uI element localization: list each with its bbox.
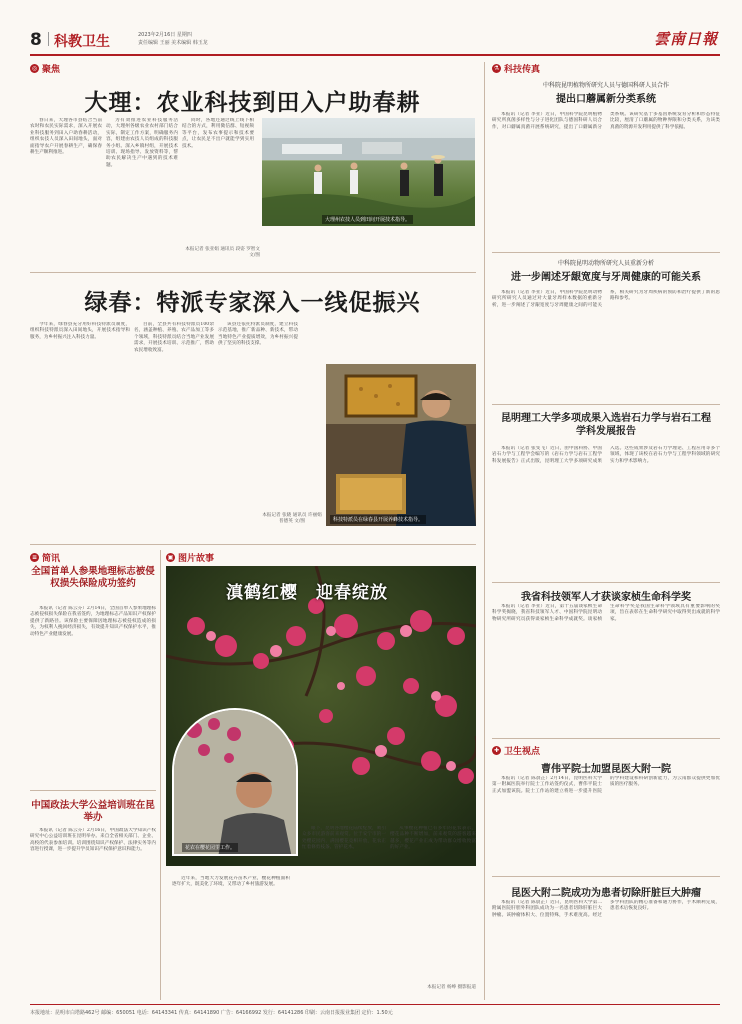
story2-headline: 绿春：特派专家深入一线促振兴 <box>84 290 421 316</box>
story1-byline: 本报记者 张亚娟 通讯员 段姿 罗智文 文/图 <box>185 247 260 258</box>
story1-body-col3: 同时，各地还通过线上线下相结合的方式，利用微信群、短视频等平台，发布农事提示和技术要点，让农民足不出户就能学到实用技术。 <box>182 118 254 149</box>
story2-body-col1: 今年来，绿春县充分用好科技特派员制度，组织科技特派员深入田间地头，开展技术指导和服务，为乡村振兴注入科技力量。 <box>30 322 130 340</box>
sci-tag: ⚗ 科技传真 <box>493 65 541 75</box>
brief2-headline: 中国政法大学公益培训班在昆举办 <box>31 800 155 823</box>
beekeeper-illustration <box>326 364 476 526</box>
main-column-rule <box>484 62 485 1000</box>
focus-tag: ◎ 聚焦 <box>31 65 61 75</box>
brief-icon: ≡ <box>31 554 38 561</box>
story2-photo-caption: 科技特派员在绿春县开展养蜂技术指导。 <box>330 515 426 524</box>
medical-cross-icon: ✚ <box>493 747 500 754</box>
focus-divider <box>30 272 476 273</box>
sci4-body: 本报讯（记者 李亚）近日，第十五届谈家桢生命科学奖揭晓，我省科技领军人才、中国科学院昆明动物研究所研究员获得谈家桢生命科学成就奖。谈家桢生命科学奖是我国生命科学领域具有重要影响的奖项，旨在表彰在生命科学研究中取得突出成就的科学家。 <box>492 604 720 622</box>
sci1-body: 本报讯（记者 李亚）近日，中国科学院昆明植物研究所真菌多样性与分子进化团队与德国科研人员合作，对口蘑属真菌开展系统研究，提出了口蘑属新分类系统。该研究基于多基因系统发育分析和形态特征比较，厘清了口蘑属的物种界限和分类关系，为该类真菌的资源开发利用提供了科学依据。 <box>492 112 720 130</box>
photo-story-body-col1: 眼下，昆明各地樱花陆续绽放，吸引众多市民游客前来观赏。位于安宁市的一处樱花园内，满园樱花竞相开放，花农正忙着修剪枝条、管护花木。 <box>302 826 386 851</box>
sci3-divider <box>492 582 720 583</box>
story2-photo <box>326 364 476 526</box>
story1-headline: 大理：农业科技到田入户助春耕 <box>84 90 421 116</box>
health1-body: 本报讯（记者 陈晨芷）2月14日，昆明医科大学第一附属医院举行院士工作站签约仪式，曹伟平院士正式加盟该院。院士工作站的建立将进一步提升医院的学科建设和科研创新能力，为云南群众提供更加优质的医疗服务。 <box>492 776 720 794</box>
story2-body-col2: 目前，全县共有科技特派员100余名，涵盖种植、养殖、农产品加工等多个领域，科技特派员结合当地产业发展需求，开展技术培训、示范推广，帮助农民增收致富。 <box>134 322 214 353</box>
story2-byline: 本报记者 张晓 通讯员 许丽娟 普德英 文/图 <box>262 513 322 524</box>
photo-story-body-col2: 从事樱花种植已有多年的花农表示，樱花品种不断增加，前来观赏的游客越来越多，樱花产业正成为带动群众增收致富的好产业。 <box>390 826 476 851</box>
footer-line: 本报地址：昆明市白塔路462号 邮编：650051 电话：64143341 传真：64141890 广告：64166992 发行：64141286 印刷：云南日报报业集团 定价：1.50元 <box>30 1010 393 1016</box>
sci2-divider <box>492 404 720 405</box>
page-number: 8 <box>30 30 42 50</box>
masthead-logo: 雲南日報 <box>653 30 718 48</box>
camera-icon: ▣ <box>167 554 174 561</box>
story2-body-col3: 该县还依托特派员制度，建立科技示范基地，推广新品种、新技术，带动当地特色产业提质增效，为乡村振兴提供了坚实的科技支撑。 <box>218 322 298 347</box>
header-rule <box>30 54 720 56</box>
page-header <box>30 28 720 52</box>
story1-body-col1: 春日来，大理各市县结合当前农时和农民实际需求，深入开展农业科技服务到田入户助春耕活动，组织农技人员深入田间地头，面对面指导农户开展春耕生产，确保春耕生产顺利推进。 <box>30 118 102 156</box>
sci3-body: 本报讯（记者 张雯飞）近日，由中国科协、中国岩石力学与工程学会编写的《岩石力学与岩石工程学科发展报告》正式出版，昆明理工大学多项研究成果入选。这些成果涉及岩石力学理论、工程应用等多个领域，体现了该校在岩石力学与工程学科领域的研究实力和学术影响力。 <box>492 446 720 464</box>
brief1-body: 本报讯（记者 陈云芬）2月14日，全国首单人参果地理标志被侵权损失保险在我省签约，为地理标志产品知识产权保护提供了新路径。该保险主要保障因地理标志被侵权造成的损失，为权利人挽回经济损失，有效提升知识产权保护水平，推动特色产业健康发展。 <box>30 606 156 637</box>
sci2-body: 本报讯（记者 李亚）近日，中国科学院昆明动物研究所研究人员通过对大量牙周样本数据的重新分析，进一步阐述了牙龈宽度与牙周健康之间的可能关系，相关研究为牙周疾病的预防和治疗提供了新的思路和参考。 <box>492 290 720 308</box>
sci2-subhead: 中科院昆明动物所研究人员重新分析 <box>557 260 654 267</box>
story1-body-col2: 为有效推进农业科技服务活动，大理州各级农业农村部门结合实际，制定工作方案，明确服务内容，组建由农技人员组成的科技服务小组。深入乡镇村组，开展技术培训、现场指导、发放资料等，帮助农民解决生产中遇到的技术难题。 <box>106 118 178 168</box>
footer-rule <box>30 1004 720 1005</box>
sci2-headline: 进一步阐述牙龈宽度与牙周健康的可能关系 <box>511 272 701 283</box>
photo-story-byline: 本报记者 杨峥 摄影报道 <box>427 985 476 990</box>
brief-divider <box>30 790 156 791</box>
section-divider <box>48 32 49 46</box>
sci1-subhead: 中科院昆明植物所研究人员与德国科研人员合作 <box>542 82 669 89</box>
flask-icon: ⚗ <box>493 65 500 72</box>
focus-bottom-rule <box>30 544 476 545</box>
sci1-divider <box>492 252 720 253</box>
gardener-inset-photo <box>172 708 298 856</box>
gardener-illustration <box>174 710 298 856</box>
editor-line: 责任编辑 王丽 美术编辑 韩玉龙 <box>138 40 208 46</box>
photo-story-caption: 花农在樱花园里工作。 <box>182 843 238 852</box>
health1-headline: 曹伟平院士加盟昆医大附一院 <box>541 764 671 775</box>
story1-photo <box>262 118 475 226</box>
health-tag: ✚ 卫生视点 <box>493 747 541 757</box>
brief-tag: ≡ 简讯 <box>31 554 61 564</box>
date-line: 2023年2月16日 星期四 <box>138 32 192 38</box>
health2-body: 本报讯（记者 陈晨芷）近日，昆明医科大学第二附属医院肝胆外科团队成功为一名患者切除肝脏巨大肿瘤。该肿瘤体积大、位置特殊，手术难度高。经过多学科团队的精心准备和通力协作，手术顺利完成，患者术后恢复良好。 <box>492 900 720 918</box>
sci4-headline: 我省科技领军人才获谈家桢生命科学奖 <box>521 592 691 603</box>
health-divider <box>492 876 720 877</box>
sci1-headline: 提出口蘑属新分类系统 <box>556 94 656 105</box>
brief1-headline: 全国首单人参果地理标志被侵权损失保险成功签约 <box>31 566 155 589</box>
story1-photo-caption: 大理州农技人员到田间开展技术指导。 <box>322 215 413 224</box>
photo-story-body-col3: 近年来，当地大力发展花卉苗木产业，樱花种植面积逐年扩大，既美化了环境，又带动了乡村旅游发展。 <box>172 876 290 888</box>
farm-scene-illustration <box>262 118 475 226</box>
sci-bottom-rule <box>492 738 720 739</box>
focus-icon: ◎ <box>31 65 38 72</box>
health2-headline: 昆医大附二院成功为患者切除肝脏巨大肿瘤 <box>511 888 701 899</box>
brief2-body: 本报讯（记者 陈云芬）2月16日，中国政法大学知识产权研究中心公益培训班在昆明举办。来自全省相关部门、企业、高校的代表参加培训。培训围绕知识产权保护、法律实务等内容进行授课，进一步提升学员知识产权保护意识和能力。 <box>30 828 156 853</box>
photo-story-title: 滇鹤红樱 迎春绽放 <box>226 583 388 603</box>
section-title: 科教卫生 <box>54 34 110 50</box>
sci3-headline: 昆明理工大学多项成果入选岩石力学与岩石工程学科发展报告 <box>501 413 711 437</box>
photo-story-tag: ▣ 图片故事 <box>167 554 215 564</box>
brief-column-rule <box>160 550 161 1000</box>
